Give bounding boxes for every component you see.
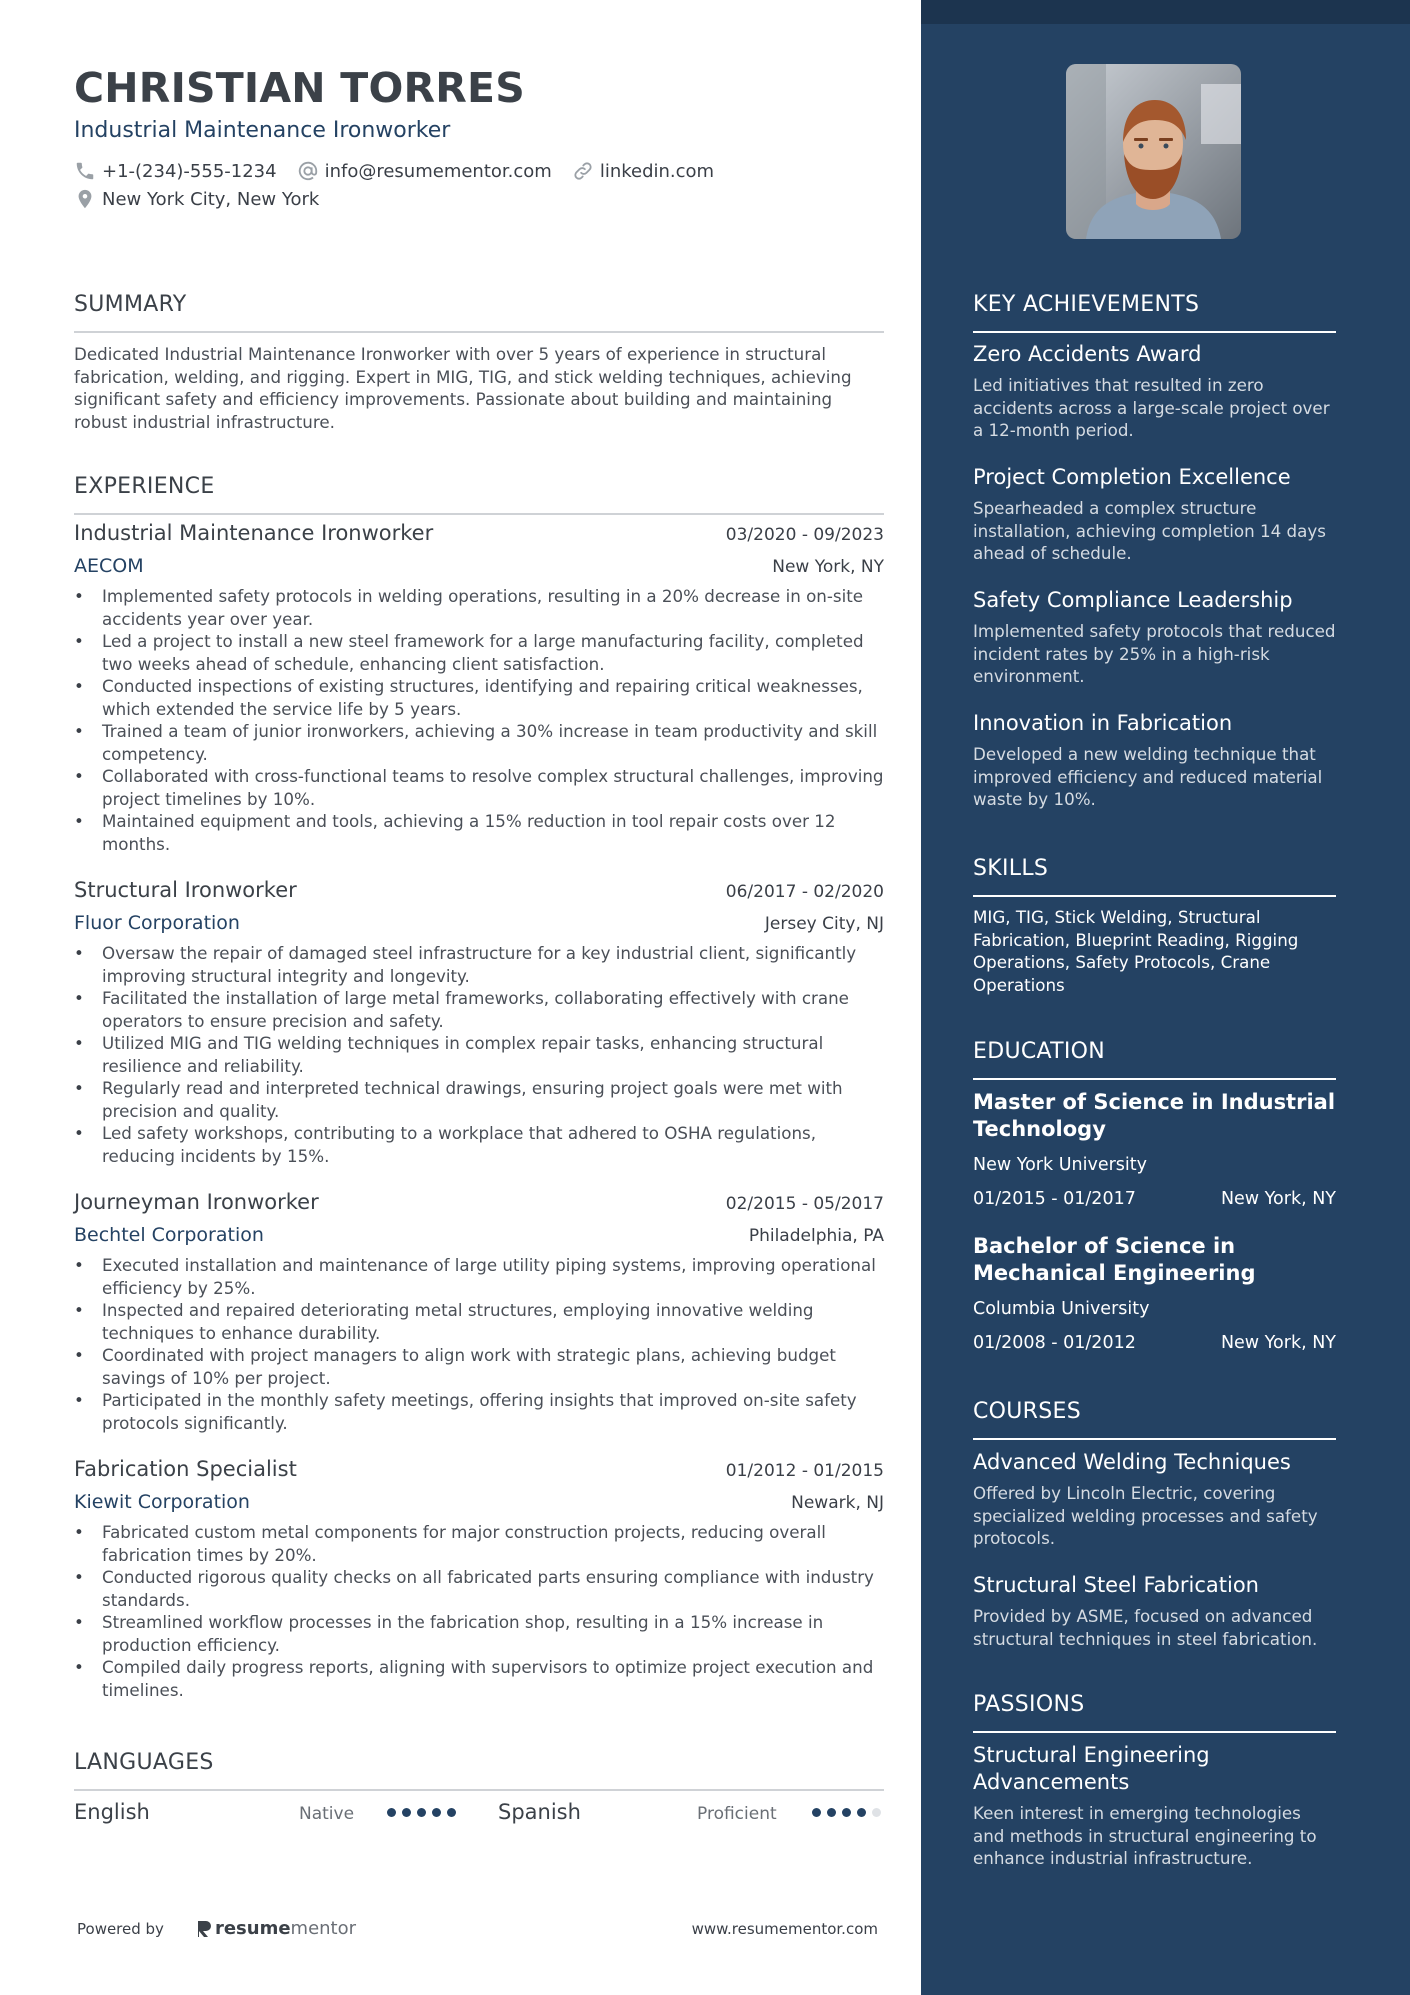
languages-heading: LANGUAGES — [74, 1750, 884, 1791]
education-item — [973, 1233, 1336, 1353]
achievement-desc: Developed a new welding technique that improved efficiency and reduced material waste by 10%. — [973, 744, 1323, 809]
avatar-illustration — [1066, 64, 1241, 239]
achievement-desc: Led initiatives that resulted in zero accidents across a large-scale project over a 12-month period. — [973, 375, 1330, 440]
bullet: • Led safety workshops, contributing to a workplace that adhered to OSHA regulations, reducing incidents by 15%. — [74, 1122, 884, 1167]
job-company: Bechtel Corporation — [74, 1224, 264, 1246]
job-title: Structural Ironworker — [74, 878, 297, 902]
rating-dot-filled — [417, 1808, 426, 1817]
bullet: • Coordinated with project managers to align work with strategic plans, achieving budget savings of 10% per project. — [74, 1344, 884, 1389]
job-company: AECOM — [74, 555, 144, 577]
rating-dot-filled — [447, 1808, 456, 1817]
bullet: • Executed installation and maintenance of large utility piping systems, improving operational efficiency by 25%. — [74, 1254, 884, 1299]
job-bullets — [74, 585, 884, 855]
bullet: • Compiled daily progress reports, aligning with supervisors to optimize project execution and timelines. — [74, 1656, 884, 1701]
achievement-desc: Implemented safety protocols that reduced incident rates by 25% in a high-risk environment. — [973, 621, 1336, 686]
job-dates: 06/2017 - 02/2020 — [725, 882, 884, 902]
bullet: • Trained a team of junior ironworkers, achieving a 30% increase in team productivity and skill competency. — [74, 720, 884, 765]
course-title: Advanced Welding Techniques — [973, 1450, 1291, 1474]
bullet: • Maintained equipment and tools, achieving a 15% reduction in tool repair costs over 12 months. — [74, 810, 884, 855]
passion-title: Structural Engineering Advancements — [973, 1743, 1210, 1794]
course-desc: Offered by Lincoln Electric, covering specialized welding processes and safety protocols. — [973, 1483, 1318, 1548]
bullet: • Led a project to install a new steel framework for a large manufacturing facility, completed two weeks ahead of schedule, enhancing client satisfaction. — [74, 630, 884, 675]
skills-heading: SKILLS — [973, 856, 1336, 897]
achievement-item — [973, 341, 1336, 442]
education-location: New York, NY — [1220, 1189, 1336, 1209]
summary-text: Dedicated Industrial Maintenance Ironworker with over 5 years of experience in structural fabrication, welding, and rigging. Expert in MIG, TIG, and stick welding techniques, achieving significant safety and efficiency improvements. Passionate about building and maintaining robust industrial infrastructure. — [74, 344, 852, 432]
phone-icon — [74, 160, 96, 182]
bullet: • Inspected and repaired deteriorating metal structures, employing innovative welding techniques to enhance durability. — [74, 1299, 884, 1344]
logo-bold: resume — [214, 1918, 291, 1939]
rating-dot-filled — [857, 1808, 866, 1817]
achievement-item — [973, 587, 1336, 688]
resumementor-logo[interactable] — [196, 1918, 356, 1939]
job-dates: 03/2020 - 09/2023 — [725, 525, 884, 545]
education-dates: 01/2008 - 01/2012 — [973, 1333, 1136, 1353]
bullet: • Implemented safety protocols in welding operations, resulting in a 20% decrease in on-site accidents year over year. — [74, 585, 884, 630]
sidebar-top-band — [921, 0, 1410, 24]
language-rating — [812, 1808, 887, 1817]
achievement-item — [973, 710, 1336, 811]
bullet: • Collaborated with cross-functional teams to resolve complex structural challenges, improving project timelines by 10%. — [74, 765, 884, 810]
bullet: • Streamlined workflow processes in the fabrication shop, resulting in a 15% increase in production efficiency. — [74, 1611, 884, 1656]
job-location: Philadelphia, PA — [748, 1226, 884, 1246]
education-dates: 01/2015 - 01/2017 — [973, 1189, 1136, 1209]
job-title: Industrial Maintenance Ironworker — [74, 521, 434, 545]
contact-row — [74, 160, 734, 182]
footer-powered — [77, 1918, 356, 1939]
course-item — [973, 1449, 1336, 1550]
passion-desc: Keen interest in emerging technologies and methods in structural engineering to enhance industrial infrastructure. — [973, 1803, 1317, 1868]
languages-row — [74, 1800, 884, 1830]
language-name: English — [74, 1800, 150, 1824]
bullet: • Facilitated the installation of large metal frameworks, collaborating effectively with crane operators to ensure precision and safety. — [74, 987, 884, 1032]
passions-heading: PASSIONS — [973, 1692, 1336, 1733]
rating-dot-empty — [872, 1808, 881, 1817]
email-text: info@resumementor.com — [324, 160, 552, 182]
achievement-title: Innovation in Fabrication — [973, 711, 1233, 735]
education-heading: EDUCATION — [973, 1039, 1336, 1080]
rating-dot-filled — [387, 1808, 396, 1817]
education-degree: Master of Science in Industrial Technology — [973, 1090, 1336, 1141]
location-pin-icon — [74, 188, 96, 210]
profile-photo — [1066, 64, 1241, 239]
candidate-title: Industrial Maintenance Ironworker — [74, 118, 451, 143]
achievement-desc: Spearheaded a complex structure installation, achieving completion 14 days ahead of schedule. — [973, 498, 1326, 563]
bullet: • Regularly read and interpreted technical drawings, ensuring project goals were met with precision and quality. — [74, 1077, 884, 1122]
powered-by-text: Powered by — [77, 1919, 164, 1938]
link-icon — [572, 160, 594, 182]
education-location: New York, NY — [1220, 1333, 1336, 1353]
at-icon — [297, 160, 319, 182]
education-item — [973, 1089, 1336, 1209]
course-desc: Provided by ASME, focused on advanced structural techniques in steel fabrication. — [973, 1606, 1318, 1649]
rating-dot-filled — [842, 1808, 851, 1817]
job-title: Journeyman Ironworker — [74, 1190, 319, 1214]
contact-linkedin[interactable] — [572, 160, 714, 182]
course-item — [973, 1572, 1336, 1650]
education-school: Columbia University — [973, 1299, 1150, 1319]
linkedin-text: linkedin.com — [599, 160, 715, 182]
passion-item — [973, 1742, 1336, 1870]
bullet: • Conducted rigorous quality checks on all fabricated parts ensuring compliance with industry standards. — [74, 1566, 884, 1611]
bullet: • Oversaw the repair of damaged steel infrastructure for a key industrial client, significantly improving structural integrity and longevity. — [74, 942, 884, 987]
education-degree: Bachelor of Science in Mechanical Engineering — [973, 1234, 1256, 1285]
experience-heading: EXPERIENCE — [74, 474, 884, 515]
skills-text: MIG, TIG, Stick Welding, Structural Fabrication, Blueprint Reading, Rigging Operations, Safety Protocols, Crane Operations — [973, 907, 1299, 995]
bullet: • Participated in the monthly safety meetings, offering insights that improved on-site safety protocols significantly. — [74, 1389, 884, 1434]
phone-text: +1-(234)-555-1234 — [102, 160, 277, 182]
rating-dot-filled — [432, 1808, 441, 1817]
bullet: • Fabricated custom metal components for major construction projects, reducing overall fabrication times by 20%. — [74, 1521, 884, 1566]
course-title: Structural Steel Fabrication — [973, 1573, 1259, 1597]
job-location: Jersey City, NJ — [764, 914, 884, 934]
bullet: • Conducted inspections of existing structures, identifying and repairing critical weaknesses, which extended the service life by 5 years. — [74, 675, 884, 720]
language-level: Proficient — [697, 1804, 777, 1824]
logo-mark-icon — [196, 1919, 212, 1939]
language-name: Spanish — [498, 1800, 581, 1824]
rating-dot-filled — [827, 1808, 836, 1817]
achievement-title: Safety Compliance Leadership — [973, 588, 1293, 612]
candidate-name: CHRISTIAN TORRES — [74, 64, 525, 112]
job-entry — [74, 1457, 884, 1701]
job-company: Fluor Corporation — [74, 912, 240, 934]
job-bullets — [74, 942, 884, 1167]
achievements-heading: KEY ACHIEVEMENTS — [973, 292, 1336, 333]
achievement-item — [973, 464, 1336, 565]
job-entry — [74, 878, 884, 1167]
job-location: Newark, NJ — [791, 1493, 884, 1513]
language-rating — [387, 1808, 462, 1817]
location-text: New York City, New York — [102, 188, 320, 210]
job-entry — [74, 1190, 884, 1434]
job-bullets — [74, 1254, 884, 1434]
job-dates: 02/2015 - 05/2017 — [725, 1194, 884, 1214]
job-bullets — [74, 1521, 884, 1701]
achievement-title: Zero Accidents Award — [973, 342, 1202, 366]
contact-row-location — [74, 188, 339, 210]
job-entry — [74, 521, 884, 855]
job-title: Fabrication Specialist — [74, 1457, 297, 1481]
education-school: New York University — [973, 1155, 1147, 1175]
achievement-title: Project Completion Excellence — [973, 465, 1291, 489]
rating-dot-filled — [812, 1808, 821, 1817]
rating-dot-filled — [402, 1808, 411, 1817]
job-dates: 01/2012 - 01/2015 — [725, 1461, 884, 1481]
footer-website[interactable]: www.resumementor.com — [691, 1920, 878, 1938]
summary-heading: SUMMARY — [74, 292, 884, 333]
language-level: Native — [299, 1804, 355, 1824]
logo-light: mentor — [290, 1918, 357, 1939]
sidebar — [921, 0, 1410, 1995]
contact-location — [74, 188, 319, 210]
job-location: New York, NY — [772, 557, 884, 577]
job-company: Kiewit Corporation — [74, 1491, 250, 1513]
contact-email[interactable] — [297, 160, 552, 182]
bullet: • Utilized MIG and TIG welding techniques in complex repair tasks, enhancing structural resilience and reliability. — [74, 1032, 884, 1077]
courses-heading: COURSES — [973, 1399, 1336, 1440]
contact-phone[interactable] — [74, 160, 277, 182]
